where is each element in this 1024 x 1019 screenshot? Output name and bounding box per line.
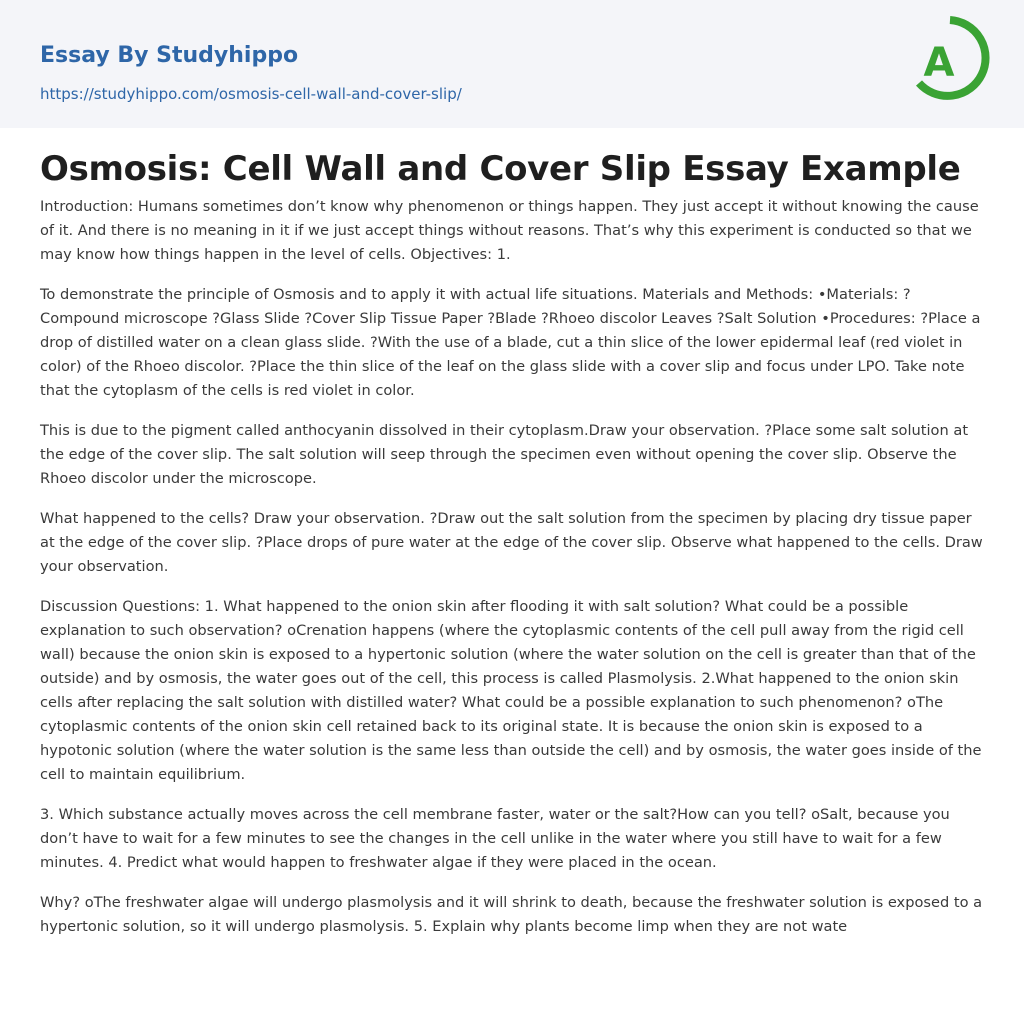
article-paragraph: Introduction: Humans sometimes don’t know why phenomenon or things happen. They just accept it without knowing the cause of it. And there is no meaning in it if we just accept things without reasons. That’s why this experiment is conducted so that we may know how things happen in the level of cells. Objectives: 1. <box>40 198 979 263</box>
article-paragraph: To demonstrate the principle of Osmosis and to apply it with actual life situations. Materials and Methods: •Materials: ?Compound microscope ?Glass Slide ?Cover Slip Tissue Paper ?Blade ?Rhoeo discolor Leaves ?Salt Solution •Procedures: ?Place a drop of distilled water on a clean glass slide. ?With the use of a blade, cut a thin slice of the lower epidermal leaf (red violet in color) of the Rhoeo discolor. ?Place the thin slice of the leaf on the glass slide with a cover slip and focus under LPO. Take note that the cytoplasm of the cells is red violet in color. <box>40 286 981 399</box>
article-paragraph: Discussion Questions: 1. What happened to the onion skin after flooding it with salt solution? What could be a possible explanation to such observation? oCrenation happens (where the cytoplasmic contents of the cell pull away from the rigid cell wall) because the onion skin is exposed to a hypertonic solution (where the water solution on the cell is greater than that of the outside) and by osmosis, the water goes out of the cell, this process is called Plasmolysis. 2.What happened to the onion skin cells after replacing the salt solution with distilled water? What could be a possible explanation to such phenomenon? oThe cytoplasmic contents of the onion skin cell retained back to its original state. It is because the onion skin is exposed to a hypotonic solution (where the water solution is the same less than outside the cell) and by osmosis, the water goes inside of the cell to maintain equilibrium. <box>40 598 982 783</box>
site-header <box>0 0 1024 128</box>
article-title: Osmosis: Cell Wall and Cover Slip Essay Example <box>40 149 961 189</box>
article <box>40 128 984 955</box>
brand-title[interactable]: Essay By Studyhippo <box>40 43 299 68</box>
article-paragraph: 3. Which substance actually moves across the cell membrane faster, water or the salt?How can you tell? oSalt, because you don’t have to wait for a few minutes to see the changes in the cell unlike in the water where you still have to wait for a few minutes. 4. Predict what would happen to freshwater algae if they were placed in the ocean. <box>40 806 950 871</box>
source-url-link[interactable]: https://studyhippo.com/osmosis-cell-wall-and-cover-slip/ <box>40 85 462 103</box>
logo-letter: A <box>923 40 955 86</box>
article-paragraph: What happened to the cells? Draw your observation. ?Draw out the salt solution from the specimen by placing dry tissue paper at the edge of the cover slip. ?Place drops of pure water at the edge of the cover slip. Observe what happened to the cells. Draw your observation. <box>40 510 983 575</box>
article-paragraph: Why? oThe freshwater algae will undergo plasmolysis and it will shrink to death, because the freshwater solution is exposed to a hypertonic solution, so it will undergo plasmolysis. 5. Explain why plants become limp when they are not wate <box>40 894 983 935</box>
studyhippo-logo-icon[interactable] <box>908 14 992 110</box>
article-paragraph: This is due to the pigment called anthocyanin dissolved in their cytoplasm.Draw your observation. ?Place some salt solution at the edge of the cover slip. The salt solution will seep through the specimen even without opening the cover slip. Observe the Rhoeo discolor under the microscope. <box>40 422 969 487</box>
